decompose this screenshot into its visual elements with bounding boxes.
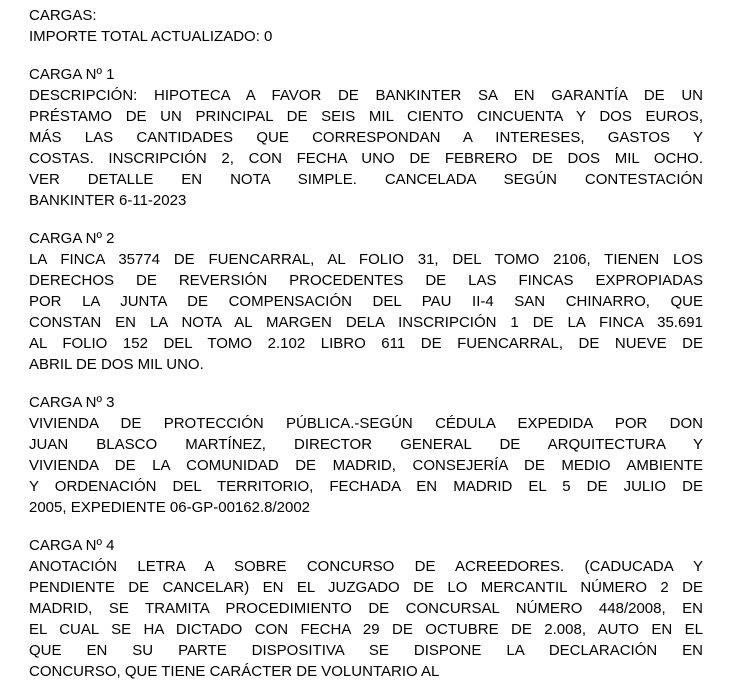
carga-block-2: [29, 228, 703, 375]
carga-1-line: COSTAS. INSCRIPCIÓN 2, CON FECHA UNO DE FEBRERO DE DOS MIL OCHO.: [29, 150, 703, 167]
carga-3-last-line: 2005, EXPEDIENTE 06-GP-00162.8/2002: [29, 499, 311, 516]
carga-block-4: [29, 535, 703, 682]
carga-3-line: Y ORDENACIÓN DEL TERRITORIO, FECHADA EN MADRID EL 5 DE JULIO DE: [29, 478, 703, 495]
carga-1-line: DESCRIPCIÓN: HIPOTECA A FAVOR DE BANKINTER SA EN GARANTÍA DE UN: [29, 87, 703, 104]
cargas-intro: [29, 5, 703, 47]
carga-3-line: JUAN BLASCO MARTÍNEZ, DIRECTOR GENERAL DE ARQUITECTURA Y: [29, 436, 703, 453]
carga-3-line: VIVIENDA DE PROTECCIÓN PÚBLICA.-SEGÚN CÉDULA EXPEDIDA POR DON: [29, 415, 703, 432]
carga-2-line: DERECHOS DE REVERSIÓN PROCEDENTES DE LAS FINCAS EXPROPIADAS: [29, 272, 703, 289]
carga-2-last-line: ABRIL DE DOS MIL UNO.: [29, 356, 204, 373]
carga-3-line: VIVIENDA DE LA COMUNIDAD DE MADRID, CONSEJERÍA DE MEDIO AMBIENTE: [29, 457, 703, 474]
carga-4-header: CARGA Nº 4: [29, 537, 115, 554]
carga-2-line: AL FOLIO 152 DEL TOMO 2.102 LIBRO 611 DE FUENCARRAL, DE NUEVE DE: [29, 335, 703, 352]
carga-block-3: [29, 392, 703, 518]
carga-2-header: CARGA Nº 2: [29, 230, 115, 247]
carga-1-line: PRÉSTAMO DE UN PRINCIPAL DE SEIS MIL CIENTO CINCUENTA Y DOS EUROS,: [29, 108, 703, 125]
carga-1-last-line: BANKINTER 6-11-2023: [29, 192, 187, 209]
carga-3-header: CARGA Nº 3: [29, 394, 115, 411]
cargas-title: CARGAS:: [29, 7, 97, 24]
carga-2-line: CONSTAN EN LA NOTA AL MARGEN DELA INSCRIPCIÓN 1 DE LA FINCA 35.691: [29, 314, 703, 331]
carga-1-line: VER DETALLE EN NOTA SIMPLE. CANCELADA SEGÚN CONTESTACIÓN: [29, 171, 703, 188]
carga-2-line: POR LA JUNTA DE COMPENSACIÓN DEL PAU II-4 SAN CHINARRO, QUE: [29, 293, 703, 310]
carga-block-1: [29, 64, 703, 211]
carga-1-header: CARGA Nº 1: [29, 66, 115, 83]
carga-4-last-line: CONCURSO, QUE TIENE CARÁCTER DE VOLUNTARIO AL: [29, 663, 440, 680]
carga-4-line: EL CUAL SE HA DICTADO CON FECHA 29 DE OCTUBRE DE 2.008, AUTO EN EL: [29, 621, 703, 638]
importe-total-line: IMPORTE TOTAL ACTUALIZADO: 0: [29, 28, 273, 45]
carga-4-line: PENDIENTE DE CANCELAR) EN EL JUZGADO DE LO MERCANTIL NÚMERO 2 DE: [29, 579, 703, 596]
carga-2-line: LA FINCA 35774 DE FUENCARRAL, AL FOLIO 31, DEL TOMO 2106, TIENEN LOS: [29, 251, 703, 268]
carga-4-line: MADRID, SE TRAMITA PROCEDIMIENTO DE CONCURSAL NÚMERO 448/2008, EN: [29, 600, 703, 617]
carga-4-line: ANOTACIÓN LETRA A SOBRE CONCURSO DE ACREEDORES. (CADUCADA Y: [29, 558, 703, 575]
carga-4-line: QUE EN SU PARTE DISPOSITIVA SE DISPONE LA DECLARACIÓN EN: [29, 642, 703, 659]
carga-1-line: MÁS LAS CANTIDADES QUE CORRESPONDAN A INTERESES, GASTOS Y: [29, 129, 703, 146]
